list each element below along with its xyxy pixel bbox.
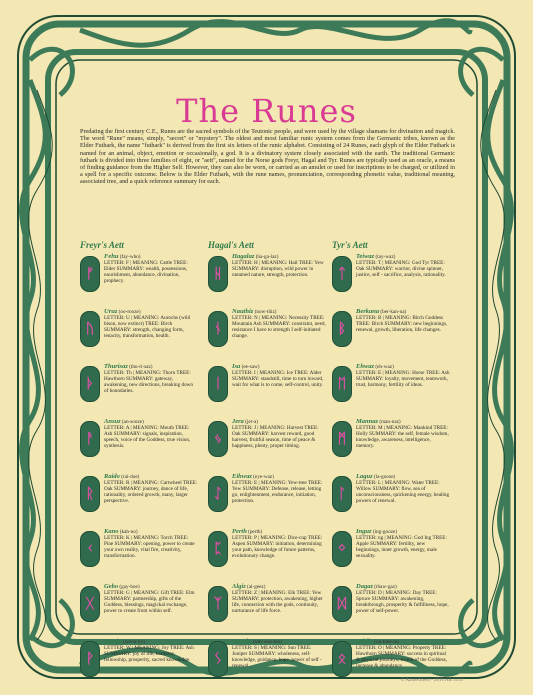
rune-pronunciation: (tay-waz) xyxy=(375,254,396,260)
rune-name: Fehu xyxy=(104,253,119,260)
rune-details: LETTER: O | MEANING: Property TREE: Hawthorn SUMMARY: success in spiritual & physical journeys, womb of the Goddess, increase & abundance. xyxy=(356,645,448,669)
aett-column-hagal xyxy=(208,254,328,694)
rune-details: LETTER: E | MEANING: Yew-tree TREE: Yew SUMMARY: Defense, release, letting go, enlightenment, endurance, initiation, protection. xyxy=(232,480,323,504)
rune-description xyxy=(356,529,450,559)
rune-pronunciation: (oo-rooze) xyxy=(118,309,141,315)
rune-description xyxy=(232,364,326,388)
rune-entry xyxy=(80,474,200,524)
rune-details: LETTER: W | MEANING: Joy TREE: Ash SUMMARY: joy of life, harmony, fellowship, prosperity, sacred knowledge. xyxy=(104,645,194,663)
rune-stone-icon xyxy=(80,256,100,292)
rune-name: Uruz xyxy=(104,308,118,315)
rune-description xyxy=(104,474,198,504)
page-title: The Runes xyxy=(176,92,357,130)
rune-glyph: ᚷ xyxy=(85,596,95,612)
rune-glyph: ᚦ xyxy=(85,376,95,392)
rune-stone-icon xyxy=(80,366,100,402)
rune-name: Jera xyxy=(232,418,244,425)
rune-description xyxy=(104,639,198,663)
rune-glyph: ᛃ xyxy=(213,431,223,447)
rune-details: LETTER: N | MEANING: Necessity TREE: Mountain Ash SUMMARY: constraint, need, resistance I have to strength I self-initiated change. xyxy=(232,315,326,339)
rune-description xyxy=(232,639,326,669)
rune-glyph: ᛒ xyxy=(337,321,347,337)
rune-pronunciation: (fay-who) xyxy=(119,254,141,260)
rune-details: LETTER: T | MEANING: God Tyr TREE: Oak SUMMARY: warrior, divine spinner, justice, self - sacrifice, analysis, rationality. xyxy=(356,260,446,278)
rune-details: LETTER: D | MEANING: Day TREE: Spruce SUMMARY: awakening, breakthrough, prosperity & fulfillness, hope, power of self-power. xyxy=(356,590,449,614)
rune-entry xyxy=(208,529,328,579)
rune-glyph: ᚲ xyxy=(85,541,95,557)
rune-pronunciation: (thu-ri-saz) xyxy=(129,364,153,370)
rune-name: Inguz xyxy=(356,528,372,535)
rune-description xyxy=(356,419,450,449)
rune-glyph: ᚹ xyxy=(85,651,95,667)
rune-stone-icon xyxy=(208,586,228,622)
rune-glyph: ᛞ xyxy=(337,596,347,612)
rune-name: Thurisaz xyxy=(104,363,128,370)
aett-column-freyr xyxy=(80,254,200,694)
rune-details: LETTER: R | MEANING: Cartwheel TREE: Oak SUMMARY: journey, dance of life, rationality, ordered growth, many, larger perspective. xyxy=(104,480,198,504)
copyright-notice: © AzureGreen - 2010 AB 3113 xyxy=(400,678,463,683)
rune-stone-icon xyxy=(332,311,352,347)
rune-name: Ansuz xyxy=(104,418,121,425)
rune-entry xyxy=(208,254,328,304)
rune-glyph: ᛜ xyxy=(337,541,347,557)
rune-stone-icon xyxy=(80,421,100,457)
aett-column-tyr xyxy=(332,254,452,694)
rune-stone-icon xyxy=(208,311,228,347)
rune-entry xyxy=(332,364,452,414)
rune-name: Gebo xyxy=(104,583,119,590)
rune-pronunciation: (thaw-gaz) xyxy=(374,584,397,590)
intro-paragraph: Predating the first century C.E., Runes are the sacred symbols of the Teutonic people, and were used by the village shamans for divination and magick. The word "Rune" means, simply, "secret" or "mystery". The oldest and most familiar runic system comes from the Germanic tribes, known as the Elder Futhark, the name "futhark" is derived from the first six letters of the runic alphabet. Consisting of 24 Runes, each glyph of the Elder Futhark is named for an animal, object, emotion or occasionally, a god. It is a divinatory system closely associated with the earth. The traditional Germanic futhark is divided into three families of eight, or "aett", named for the Norse gods Freyr, Hagal and Tyr. Runes are typically used as an oracle, a means of finding guidance from the Higher Self. However, they can also be worn, or carried as an amulet or used for inscriptions to be charged, or utilized in a spell for a specific outcome. Below is the Elder Futhark, with the rune names, pronunciation, corresponding phonetic value, traditional meaning, associated tree, and a quick reference summary for each. xyxy=(80,128,455,186)
rune-pronunciation: (ing-gooze) xyxy=(372,529,398,535)
rune-pronunciation: (kah-no) xyxy=(119,529,138,535)
rune-glyph: ᚱ xyxy=(85,486,95,502)
rune-details: LETTER: M | MEANING: Mankind TREE: Holly SUMMARY: the self, female wisdom, knowledge, awareness, intelligence, memory. xyxy=(356,425,449,449)
rune-name: Ehwaz xyxy=(356,363,375,370)
rune-stone-icon xyxy=(208,366,228,402)
rune-glyph: ᛇ xyxy=(213,486,223,502)
rune-entry xyxy=(80,309,200,359)
aett-heading-tyr: Tyr's Aett xyxy=(332,240,368,250)
rune-entry xyxy=(332,309,452,359)
rune-description xyxy=(232,584,326,614)
rune-stone-icon xyxy=(332,256,352,292)
rune-description xyxy=(232,529,326,559)
rune-entry xyxy=(208,364,328,414)
rune-pronunciation: (soh-wee-loo) xyxy=(252,639,282,645)
rune-entry xyxy=(332,474,452,524)
rune-pronunciation: (eh-waz) xyxy=(375,364,394,370)
rune-pronunciation: (al-geez) xyxy=(247,584,266,590)
rune-name: Nauthiz xyxy=(232,308,254,315)
rune-glyph: ᛗ xyxy=(337,431,347,447)
rune-details: LETTER: L | MEANING: Water TREE: Willow SUMMARY: flow, sea of unconsciousness, quickening energy, healing powers of renewal. xyxy=(356,480,450,504)
rune-pronunciation: (ber-kan-na) xyxy=(380,309,407,315)
rune-description xyxy=(232,254,326,278)
rune-description xyxy=(104,584,198,614)
rune-entry xyxy=(208,419,328,469)
rune-stone-icon xyxy=(208,476,228,512)
rune-pronunciation: (oh-thee-la) xyxy=(374,639,399,645)
rune-stone-icon xyxy=(80,531,100,567)
rune-pronunciation: (gay-boe) xyxy=(119,584,140,590)
rune-pronunciation: (man-naz) xyxy=(379,419,401,425)
rune-name: Isa xyxy=(232,363,241,370)
rune-description xyxy=(104,419,198,449)
rune-description xyxy=(356,309,450,333)
rune-description xyxy=(232,474,326,504)
rune-glyph: ᚨ xyxy=(85,431,95,447)
rune-description xyxy=(356,639,450,669)
rune-description xyxy=(356,364,450,388)
rune-entry xyxy=(80,639,200,689)
aett-heading-hagal: Hagal's Aett xyxy=(208,240,254,250)
rune-glyph: ᛉ xyxy=(213,596,223,612)
rune-name: Mannaz xyxy=(356,418,379,425)
rune-entry xyxy=(80,364,200,414)
rune-name: Berkana xyxy=(356,308,380,315)
rune-glyph: ᛚ xyxy=(337,486,347,502)
rune-details: LETTER: G | MEANING: Gift TREE: Elm SUMMARY: partnership, gifts of the Goddess, blessings, magickal exchange, power to create from within self. xyxy=(104,590,195,614)
rune-entry xyxy=(208,309,328,359)
rune-stone-icon xyxy=(332,476,352,512)
rune-description xyxy=(104,364,198,394)
rune-stone-icon xyxy=(80,311,100,347)
rune-entry xyxy=(80,529,200,579)
rune-pronunciation: (woon-yo) xyxy=(123,639,145,645)
aett-heading-freyr: Freyr's Aett xyxy=(80,240,124,250)
rune-glyph: ᛈ xyxy=(213,541,223,557)
rune-details: LETTER: K | MEANING: Torch TREE: Pine SUMMARY: opening, power to create your own reality, vital fire, creativity, transformation. xyxy=(104,535,195,559)
rune-glyph: ᛏ xyxy=(337,266,347,282)
rune-details: LETTER: Th | MEANING: Thorn TREE: Hawthorn SUMMARY: gateway, awakening, new directions, breaking down of boundaries. xyxy=(104,370,194,394)
rune-stone-icon xyxy=(332,531,352,567)
rune-entry xyxy=(332,419,452,469)
rune-pronunciation: (ha-ga-laz) xyxy=(255,254,279,260)
rune-stone-icon xyxy=(208,641,228,677)
rune-details: LETTER: J | MEANING: Harvest TREE: Oak SUMMARY: harvest reward, good harvest, fruitful season, time of peace & happiness, plenty, proper timing. xyxy=(232,425,319,449)
rune-stone-icon xyxy=(80,476,100,512)
rune-description xyxy=(232,419,326,449)
rune-glyph: ᛖ xyxy=(337,376,347,392)
rune-name: Raido xyxy=(104,473,120,480)
rune-details: LETTER: U | MEANING: Aurochs (wild bison, now extinct) TREE: Birch SUMMARY: strength, changing form, tenacity, transformation, health. xyxy=(104,315,191,339)
rune-details: LETTER: I | MEANING: Ice TREE: Alder SUMMARY: standstill, time to turn inward, wait for what is to come, self-control, unity. xyxy=(232,370,324,388)
rune-stone-icon xyxy=(332,586,352,622)
rune-name: Eihwaz xyxy=(232,473,252,480)
rune-name: Sowelu xyxy=(232,638,252,645)
rune-name: Algiz xyxy=(232,583,246,590)
rune-pronunciation: (jer-a) xyxy=(245,419,259,425)
rune-pronunciation: (eye-waz) xyxy=(253,474,274,480)
rune-details: LETTER: S | MEANING: Sun TREE: Juniper SUMMARY: wholeness, self-knowledge, guidance, hope, power of self - renewal. xyxy=(232,645,322,669)
rune-stone-icon xyxy=(208,531,228,567)
rune-name: Wunjo xyxy=(104,638,122,645)
rune-description xyxy=(356,474,450,504)
rune-pronunciation: (now-thiz) xyxy=(254,309,277,315)
rune-stone-icon xyxy=(208,421,228,457)
rune-glyph: ᛟ xyxy=(337,651,347,667)
rune-stone-icon xyxy=(80,586,100,622)
rune-glyph: ᚢ xyxy=(85,321,95,337)
rune-details: LETTER: P | MEANING: Dice-cup TREE: Aspen SUMMARY: initiation, determining your path, knowledge of future patterns, evolutionary change. xyxy=(232,535,323,559)
rune-name: Othila xyxy=(356,638,373,645)
rune-name: Perth xyxy=(232,528,247,535)
rune-details: LETTER: F | MEANING: Cattle TREE: Elder SUMMARY: wealth, possessions, nourishment, abundance, divination, prophecy. xyxy=(104,260,188,284)
rune-entry xyxy=(208,639,328,689)
rune-stone-icon xyxy=(332,366,352,402)
rune-details: LETTER: B | MEANING: Birch Goddess TREE: Birch SUMMARY: new beginnings, renewal, growth, liberation, life changes. xyxy=(356,315,448,333)
rune-details: LETTER: ng | MEANING: God Ing TREE: Apple SUMMARY: fertility, new beginnings, inner growth, energy, male sexuality. xyxy=(356,535,447,559)
rune-pronunciation: (perth) xyxy=(248,529,263,535)
rune-details: LETTER: E | MEANING: Horse TREE: Ash SUMMARY: loyalty, movement, teamwork, trust, harmony, fertility of ideas. xyxy=(356,370,450,388)
rune-stone-icon xyxy=(80,641,100,677)
rune-entry xyxy=(332,584,452,634)
rune-pronunciation: (la-gooze) xyxy=(373,474,396,480)
rune-details: LETTER: H | MEANING: Hail TREE: Yew SUMMARY: disruption, wild power in untamed nature, strength, protection. xyxy=(232,260,324,278)
rune-description xyxy=(104,309,198,339)
rune-stone-icon xyxy=(208,256,228,292)
rune-description xyxy=(104,529,198,559)
rune-entry xyxy=(208,584,328,634)
rune-glyph: ᚺ xyxy=(213,266,223,282)
rune-name: Hagalaz xyxy=(232,253,255,260)
rune-description xyxy=(104,254,198,284)
rune-name: Teiwaz xyxy=(356,253,375,260)
rune-description xyxy=(356,254,450,278)
rune-entry xyxy=(80,254,200,304)
rune-name: Kano xyxy=(104,528,119,535)
rune-name: Laguz xyxy=(356,473,373,480)
rune-stone-icon xyxy=(332,421,352,457)
rune-entry xyxy=(332,529,452,579)
rune-glyph: ᚠ xyxy=(85,266,95,282)
rune-details: LETTER: A | MEANING: Mouth TREE: Ash SUMMARY: signals, inspiration, speech, voice of the Goddess, true vision, synthesis. xyxy=(104,425,191,449)
rune-glyph: ᛁ xyxy=(213,376,223,392)
rune-pronunciation: (an-sooze) xyxy=(121,419,144,425)
rune-description xyxy=(356,584,450,614)
rune-glyph: ᚾ xyxy=(213,321,223,337)
rune-entry xyxy=(208,474,328,524)
rune-entry xyxy=(332,254,452,304)
rune-pronunciation: (ee-saw) xyxy=(241,364,260,370)
rune-details: LETTER: Z | MEANING: Elk TREE: Yew SUMMARY: protection, awakening, higher life, connection with the gods, continuity, nurturance of life force. xyxy=(232,590,323,614)
rune-pronunciation: (rai-doe) xyxy=(121,474,140,480)
rune-stone-icon xyxy=(332,641,352,677)
rune-name: Dagaz xyxy=(356,583,373,590)
rune-description xyxy=(232,309,326,339)
rune-glyph: ᛊ xyxy=(213,651,223,667)
rune-entry xyxy=(80,419,200,469)
rune-entry xyxy=(80,584,200,634)
